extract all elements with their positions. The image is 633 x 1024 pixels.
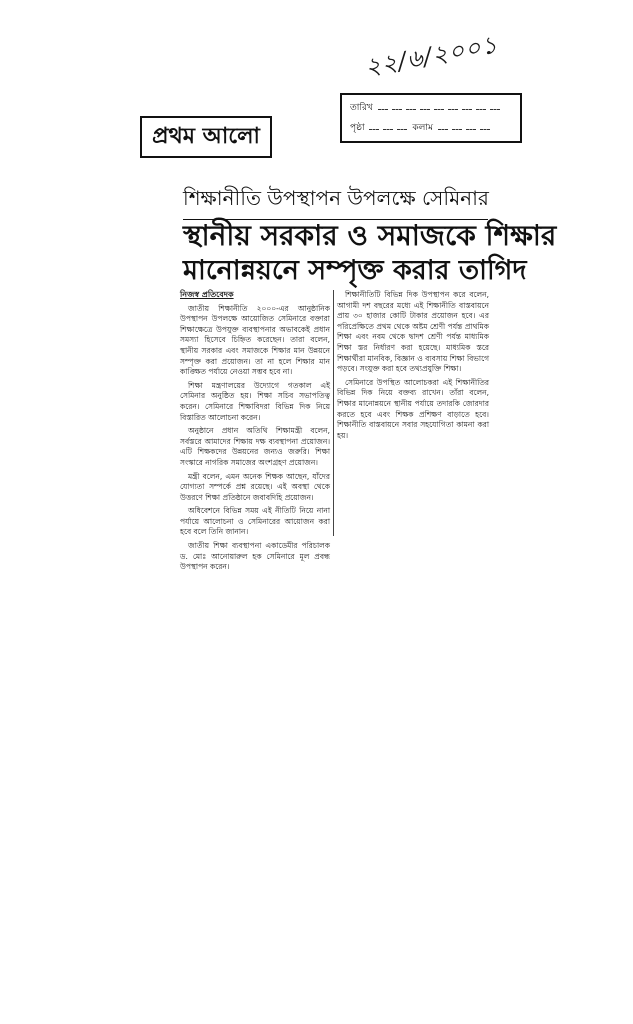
article-paragraph: মন্ত্রী বলেন, এমন অনেক শিক্ষক আছেন, যাঁদের যোগ্যতা সম্পর্কে প্রশ্ন রয়েছে। এই অবস্থা থেকে উত্তরণে শিক্ষা প্রতিষ্ঠানে জবাবদিহি প্রয়োজন। xyxy=(180,471,330,502)
archive-stamp xyxy=(340,93,522,143)
stamp-column-label: কলাম xyxy=(412,123,433,133)
article-paragraph: শিক্ষা মন্ত্রণালয়ের উদ্যোগে গতকাল এই সেমিনার অনুষ্ঠিত হয়। শিক্ষা সচিব সভাপতিত্ব করেন। সেমিনারে শিক্ষাবিদরা বিভিন্ন দিক নিয়ে বিস্তারিত আলোচনা করেন। xyxy=(180,380,330,422)
article-paragraph: অধিবেশনে বিভিন্ন সময় এই নীতিটি নিয়ে নানা পর্যায়ে আলোচনা ও সেমিনারের আয়োজন করা হবে বলে তিনি জানান। xyxy=(180,506,330,537)
article-column-right xyxy=(337,290,489,444)
newspaper-masthead: প্রথম আলো xyxy=(140,116,272,158)
byline: নিজস্ব প্রতিবেদক xyxy=(180,290,234,299)
article-paragraph: সেমিনারে উপস্থিত আলোচকরা এই শিক্ষানীতির বিভিন্ন দিক নিয়ে বক্তব্য রাখেন। তাঁরা বলেন, শিক্ষার মানোন্নয়নে স্থানীয় পর্যায়ে তদারকি জোরদার করতে হবে এবং শিক্ষক প্রশিক্ষণ বাড়াতে হবে। শিক্ষানীতি বাস্তবায়নে সবার সহযোগিতা কামনা করা হয়। xyxy=(337,377,489,440)
article-paragraph: অনুষ্ঠানে প্রধান অতিথি শিক্ষামন্ত্রী বলেন, সর্বস্তরে আমাদের শিক্ষায় দক্ষ ব্যবস্থাপনা প্রয়োজন। এটি শিক্ষকদের উন্নয়নের জন্যও জরুরি। শিক্ষা সংস্কারে নাগরিক সমাজের অংশগ্রহণ প্রয়োজন। xyxy=(180,426,330,467)
stamp-date-label: তারিখ xyxy=(350,103,373,113)
headline-line-1: স্থানীয় সরকার ও সমাজকে শিক্ষার xyxy=(183,219,557,252)
column-divider xyxy=(333,290,334,536)
headline-line-2: মানোন্নয়নে সম্পৃক্ত করার তাগিদ xyxy=(183,255,527,286)
handwritten-date: ২২/৬/২০০১ xyxy=(362,30,501,82)
stamp-line-page xyxy=(350,122,518,134)
stamp-page-label: পৃষ্ঠা xyxy=(350,123,365,133)
article-paragraph: জাতীয় শিক্ষানীতি ২০০০-এর আনুষ্ঠানিক উপস্থাপন উপলক্ষে আয়োজিত সেমিনারে বক্তারা শিক্ষাক্ষেত্রে উপযুক্ত ব্যবস্থাপনার অভাবকেই প্রধান সমস্যা হিসেবে চিহ্নিত করেছেন। তারা বলেন, স্থানীয় সরকার এবং সমাজকে শিক্ষার মান উন্নয়নে সম্পৃক্ত করা প্রয়োজন। তা না হলে শিক্ষার মান কাঙ্ক্ষিত পর্যায়ে নেওয়া সম্ভব হবে না। xyxy=(180,303,330,377)
article-paragraph: শিক্ষানীতিটি বিভিন্ন দিক উপস্থাপন করে বলেন, আগামী দশ বছরের মধ্যে এই শিক্ষানীতি বাস্তবায়নে প্রায় ৩০ হাজার কোটি টাকার প্রয়োজন হবে। এর পরিপ্রেক্ষিতে প্রথম থেকে অষ্টম শ্রেণী পর্যন্ত প্রাথমিক শিক্ষা এবং নবম থেকে দ্বাদশ শ্রেণী পর্যন্ত মাধ্যমিক শিক্ষা স্তর নির্ধারণ করা হয়েছে। মাধ্যমিক স্তরে শিক্ষার্থীরা মানবিক, বিজ্ঞান ও ব্যবসায় শিক্ষা বিভাগে পড়বে। সংযুক্ত করা হবে তথ্যপ্রযুক্তি শিক্ষা। xyxy=(337,290,489,374)
stamp-line-date xyxy=(350,102,518,114)
headline-kicker: শিক্ষানীতি উপস্থাপন উপলক্ষে সেমিনার xyxy=(183,184,488,220)
article-paragraph: জাতীয় শিক্ষা ব্যবস্থাপনা একাডেমীর পরিচালক ড. মোঃ আনোয়ারুল হক সেমিনারে মূল প্রবন্ধ উপস্থাপন করেন। xyxy=(180,541,330,572)
article-column-left xyxy=(180,290,330,576)
